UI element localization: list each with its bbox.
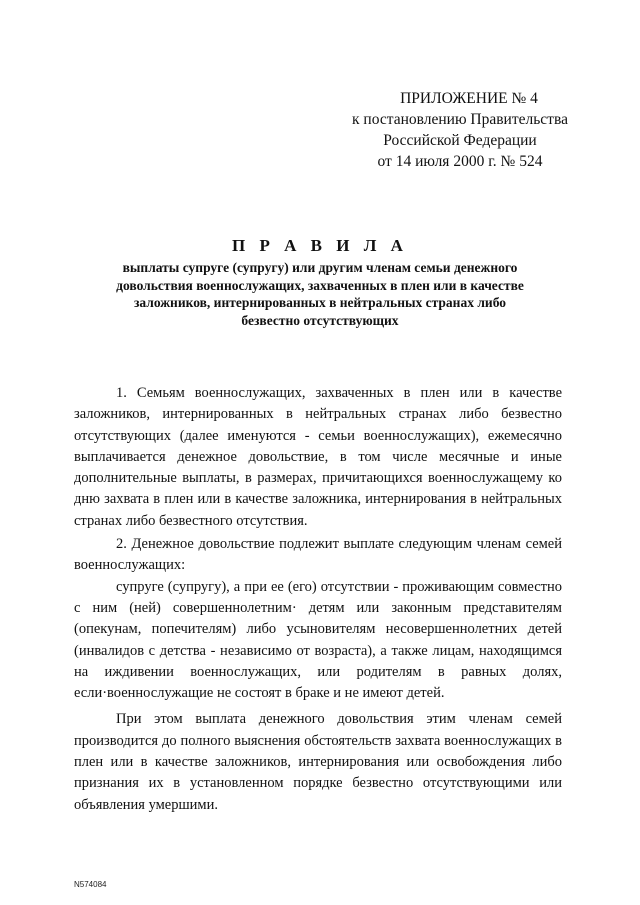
document-code: N574084 xyxy=(74,880,107,889)
paragraph-2: 2. Денежное довольствие подлежит выплате следующим членам семей военнослужащих: xyxy=(74,536,562,574)
paragraph-4: При этом выплата денежного довольствия этим членам семей производится до полного выяснения обстоятельств захвата военнослужащих в плен или в качестве заложников, интернирования или освобождения либо признания их в установленном порядке безвестно отсутствующими или объявления умершими. xyxy=(74,711,562,813)
appendix-header xyxy=(330,88,590,172)
appendix-date-line: от 14 июля 2000 г. № 524 xyxy=(377,153,543,170)
appendix-title: ПРИЛОЖЕНИЕ № 4 xyxy=(400,90,538,107)
paragraph-1: 1. Семьям военнослужащих, захваченных в плен или в качестве заложников, интернированных в нейтральных странах либо безвестно отсутствующих (далее именуются - семьи военнослужащих), ежемесячно выплачивается денежное довольствие, в том числе месячные и иные дополнительные выплаты, в размерах, причитающихся военнослужащему ко дню захвата в плен или в качестве заложника, интернирования в нейтральных странах либо безвестного отсутствия. xyxy=(74,385,562,529)
paragraph-3: супруге (супругу), а при ее (его) отсутствии - проживающим совместно с ним (ней) совершеннолетним· детям или законным представителям (опекунам, попечителям) либо усыновителям несовершеннолетних детей (инвалидов с детства - независимо от возраста), а также лицам, находящимся на иждивении военнослужащих, или родителям в равных долях, если·военнослужащие не состоят в браке и не имеют детей. xyxy=(74,578,562,702)
document-title xyxy=(60,236,580,329)
document-body xyxy=(74,383,562,816)
title-subline: безвестно отсутствующих xyxy=(241,312,399,328)
appendix-ref-line: Российской Федерации xyxy=(383,132,537,149)
title-subline: довольствия военнослужащих, захваченных в плен или в качестве xyxy=(116,277,524,293)
appendix-ref-line: к постановлению Правительства xyxy=(352,111,568,128)
title-heading: П Р А В И Л А xyxy=(232,236,408,255)
title-subline: выплаты супруге (супругу) или другим членам семьи денежного xyxy=(122,260,518,275)
title-subline: заложников, интернированных в нейтральных странах либо xyxy=(133,295,507,310)
